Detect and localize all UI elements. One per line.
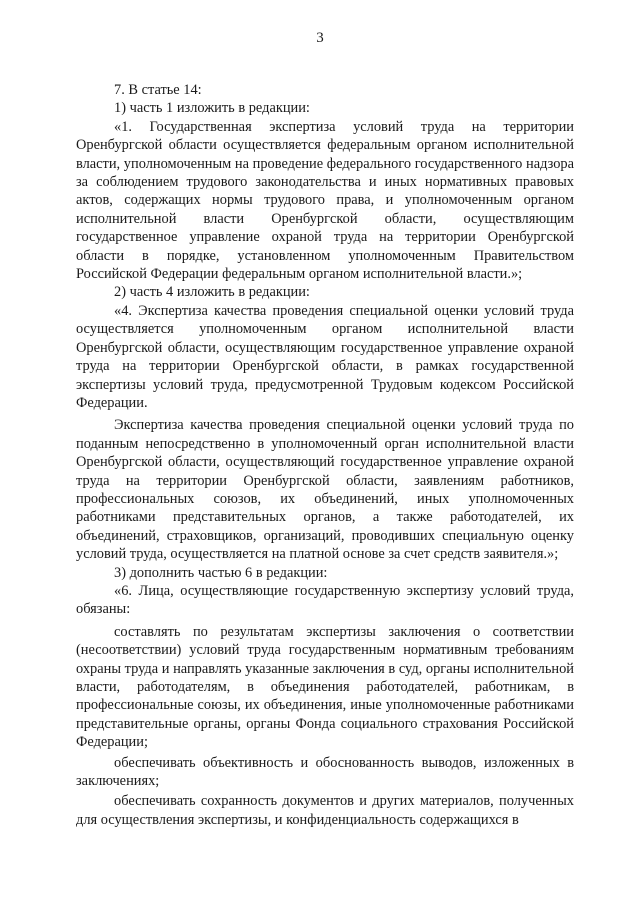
paragraph-part-6-intro: 3) дополнить частью 6 в редакции: <box>114 564 328 581</box>
paragraph-duty-conclusions: составлять по результатам экспертизы заключения о соответствии (несоответствии) условий труда государственным нормативным требованиям охраны труда и направлять указанные заключения в суд, органы исполнительной власти, работодателям, в объединения работодателей, работникам, в профессиональные союзы, их объединения, иные уполномоченные работниками представительные органы, органы Фонда социального страхования Российской Федерации; <box>76 623 574 751</box>
paragraph-part-4-text: «4. Экспертиза качества проведения специальной оценки условий труда осуществляется уполномоченным органом исполнительной власти Оренбургской области, осуществляющим государственное управление охраной труда на территории Оренбургской области, в рамках государственной экспертизы условий труда, предусмотренной Трудовым кодексом Российской Федерации. <box>76 302 574 411</box>
paragraph-expertise-paid: Экспертиза качества проведения специальной оценки условий труда по поданным непосредственно в уполномоченный орган исполнительной власти Оренбургской области, осуществляющий государственное управление охраной труда на территории Оренбургской области, заявлениям работников, профессиональных союзов, их объединений, иных уполномоченных работниками представительных органов, а также работодателей, их объединений, страховщиков, организаций, проводивших специальную оценку условий труда, осуществляется на платной основе за счет средств заявителя.»; <box>76 417 574 563</box>
paragraph-part-1-intro: 1) часть 1 изложить в редакции: <box>114 100 310 117</box>
paragraph-part-4-intro: 2) часть 4 изложить в редакции: <box>114 284 310 301</box>
paragraph-duty-confidentiality: обеспечивать сохранность документов и других материалов, полученных для осуществления экспертизы, и конфиденциальность содержащихся в <box>76 793 574 828</box>
paragraph-part-6-text: «6. Лица, осуществляющие государственную экспертизу условий труда, обязаны: <box>76 582 574 618</box>
document-body <box>76 81 574 829</box>
page-number: 3 <box>316 30 324 46</box>
paragraph-duty-objectivity: обеспечивать объективность и обоснованность выводов, изложенных в заключениях; <box>76 754 574 790</box>
paragraph-part-1-text: «1. Государственная экспертиза условий труда на территории Оренбургской области осуществляется федеральным органом исполнительной власти, уполномоченным на проведение федерального государственного надзора за соблюдением трудового законодательства и иных нормативных правовых актов, содержащих нормы трудового права, и уполномоченным органом исполнительной власти Оренбургской области, осуществляющим государственное управление охраной труда на территории Оренбургской области в порядке, установленном уполномоченным Правительством Российской Федерации федеральным органом исполнительной власти.»; <box>76 118 574 283</box>
paragraph-article-heading: 7. В статье 14: <box>114 82 202 98</box>
